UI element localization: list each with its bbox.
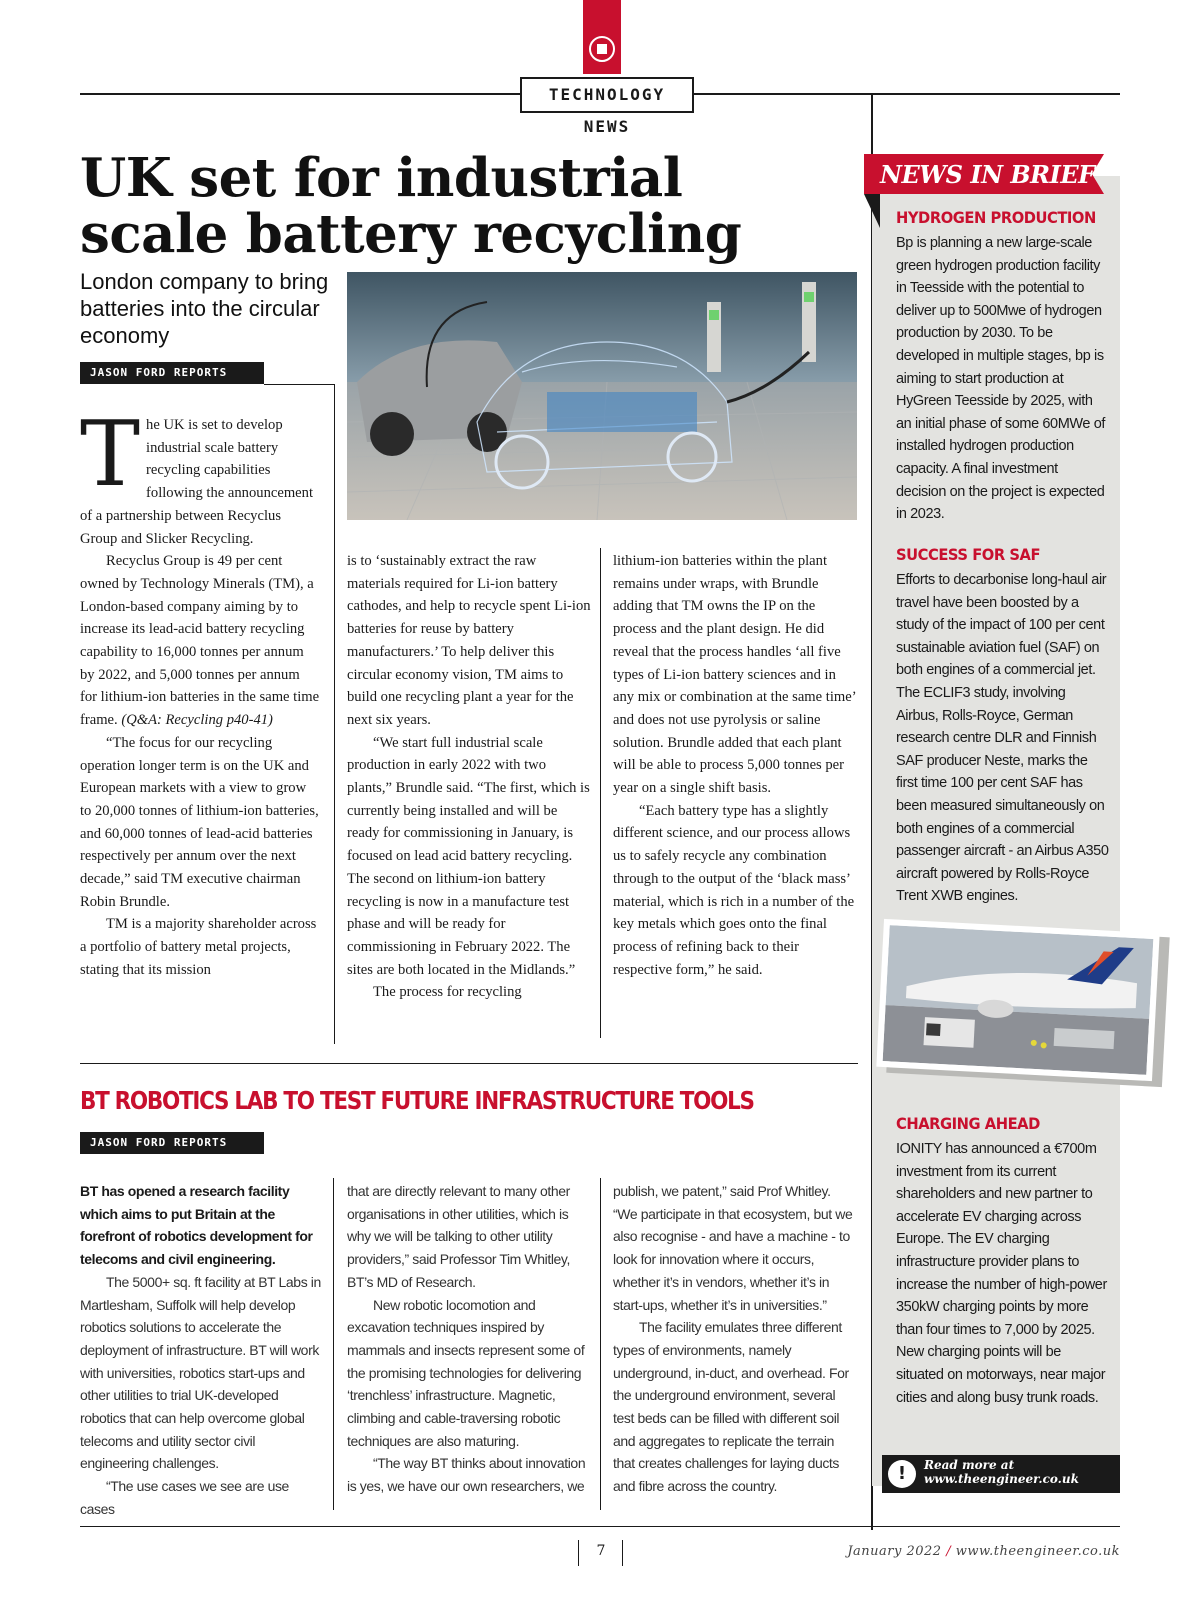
bt-headline: BT ROBOTICS LAB TO TEST FUTURE INFRASTRUCTURE TOOLS (80, 1086, 754, 1115)
column-rule (600, 1178, 601, 1510)
footer-meta (830, 1544, 1120, 1559)
bt-story-column-2 (347, 1180, 592, 1498)
footer-rule (80, 1526, 1120, 1527)
bt-story-column-1 (80, 1180, 322, 1521)
bt-lead: BT has opened a research facility which aims to put Britain at the forefront of robotics development for telecoms and civil engineering. (80, 1183, 313, 1268)
body-paragraph: The 5000+ sq. ft facility at BT Labs in Martlesham, Suffolk will help develop robotics solutions to accelerate the deployment of infrastructure. BT will work with universities, robotics start-ups and other utilities to trial UK-developed robotics that can help overcome global telecoms and utility sector civil engineering challenges. (80, 1273, 321, 1472)
footer-tick (578, 1540, 579, 1566)
drop-cap: T (80, 402, 141, 507)
standfirst: London company to bring batteries into the circular economy (80, 269, 329, 348)
footer-tick (622, 1540, 623, 1566)
body-paragraph: Recyclus Group is 49 per cent owned by Technology Minerals (TM), a London-based company aiming by to increase its lead-acid battery recycling capability to 16,000 tonnes per annum by 2022, and 5,000 tonnes per annum for lithium-ion batteries in the same time frame. (80, 553, 320, 729)
body-paragraph: New robotic locomotion and excavation techniques inspired by mammals and insects represent some of the promising technologies for delivering ‘trenchless’ infrastructure. Magnetic, climbing and cable-traversing robotic techniques are also maturing. (347, 1296, 585, 1449)
main-story-column-1 (80, 402, 320, 982)
column-rule (600, 548, 601, 1038)
body-paragraph: is to ‘sustainably extract the raw materials required for Li-ion battery cathodes, and help to recycle spent Li-ion batteries for reuse by battery manufacturers.’ To help deliver this circular economy vision, TM aims to build one recycling plant a year for the next six years. (347, 553, 591, 728)
footer-separator: / (946, 1544, 952, 1559)
bt-story-column-3 (613, 1180, 858, 1498)
byline-rule-vertical (334, 384, 335, 1044)
main-headline: UK set for industrial scale battery recycling (80, 147, 742, 265)
brief-heading: CHARGING AHEAD (896, 1114, 1040, 1133)
body-paragraph: “The focus for our recycling operation longer term is on the UK and European markets with a view to grow to 20,000 tonnes of lithium-ion batteries, and 60,000 tonnes of lead-acid batteries respectively per annum over the next decade,” said TM executive chairman Robin Brundle. (80, 734, 319, 910)
story-separator (80, 1063, 858, 1064)
body-paragraph: “We start full industrial scale production in early 2022 with two plants,” Brundle said. “The first, which is currently being installed and will be ready for commissioning in January, is focused on lead acid battery recycling. The second on lithium-ion battery recycling is now in a manufacture test phase and will be ready for commissioning in February 2022. The sites are both located in the Midlands.” (347, 734, 590, 978)
bt-byline: JASON FORD REPORTS (80, 1132, 264, 1154)
brief-body: Bp is planning a new large-scale green hydrogen production facility in Teesside with the potential to deliver up to 500Mwe of hydrogen production by 2030. To be developed in multiple stages, bp is aiming to start production at HyGreen Teesside by 2025, with an initial phase of some 60MWe of installed hydrogen production capacity. A final investment decision on the project is expected in 2023. (896, 235, 1105, 523)
brief-heading: SUCCESS FOR SAF (896, 545, 1041, 564)
info-icon: ! (888, 1460, 916, 1488)
column-rule (333, 1178, 334, 1510)
magazine-logo-icon (589, 36, 615, 62)
body-paragraph: lithium-ion batteries within the plant remains under wraps, with Brundle adding that TM owns the IP on the process and the plant design. He did reveal that the process handles ‘all five types of Li-ion battery sciences and in any mix or combination at the same time’ and does not use pyrolysis or saline solution. Brundle added that each plant will be able to process 5,000 tonnes per year on a single shift basis. (613, 553, 856, 797)
body-paragraph: The facility emulates three different types of environments, namely underground, in-duct, and overhead. For the underground environment, several test beds can be filled with different soil and aggregates to replicate the terrain that creates challenges for laying ducts and fibre across the country. (613, 1319, 849, 1495)
issue-date: January 2022 (847, 1544, 942, 1559)
body-paragraph: TM is a majority shareholder across a portfolio of battery metal projects, stating that its mission (80, 916, 317, 978)
read-more-label[interactable]: Read more at (924, 1458, 1015, 1472)
brief-body: Efforts to decarbonise long-haul air travel have been boosted by a study of the impact of 100 per cent sustainable aviation fuel (SAF) on both engines of a commercial jet. The ECLIF3 study, involving Airbus, Rolls-Royce, German research centre DLR and Finnish SAF producer Neste, marks the first time 100 per cent SAF has been measured simultaneously on both engines of a commercial passenger aircraft - an Airbus A350 aircraft powered by Rolls-Royce Trent XWB engines. (896, 572, 1109, 905)
body-paragraph: he UK is set to develop industrial scale battery recycling capabilities following the announcement of a partnership between Recyclus Group and Slicker Recycling. (80, 417, 314, 547)
section-label: TECHNOLOGY NEWS (520, 77, 694, 113)
news-in-brief-title: NEWS IN BRIEF (880, 160, 1095, 189)
cross-reference: (Q&A: Recycling p40-41) (121, 712, 273, 729)
body-paragraph: publish, we patent,” said Prof Whitley. “We participate in that ecosystem, but we also recognise - and have a machine - to look for innovation where it occurs, whether it’s in vendors, whether it’s in start-ups, whether it’s in universities.” (613, 1183, 853, 1313)
read-more-link[interactable]: www.theengineer.co.uk (924, 1472, 1079, 1486)
body-paragraph: “The use cases we see are use cases (80, 1478, 289, 1517)
body-paragraph: “Each battery type has a slightly different science, and our process allows us to safely recycle any combination through to the output of the ‘black mass’ material, which is rich in a number of the key metals which goes onto the final process of refining back to their respective form,” he said. (613, 802, 855, 978)
ev-battery-photo (347, 272, 857, 520)
body-paragraph: The process for recycling (373, 984, 522, 1001)
main-story-column-2 (347, 550, 592, 1004)
main-story-column-3 (613, 550, 858, 981)
brief-heading: HYDROGEN PRODUCTION (896, 208, 1096, 227)
byline-rule (264, 384, 334, 385)
site-url[interactable]: www.theengineer.co.uk (955, 1544, 1120, 1559)
page-number: 7 (596, 1543, 606, 1559)
airbus-refuel-photo (876, 919, 1159, 1081)
brief-body: IONITY has announced a €700m investment from its current shareholders and new partner to accelerate EV charging across Europe. The EV charging infrastructure provider plans to increase the number of high-power 350kW charging points by more than four times to 7,000 by 2025. New charging points will be situated on motorways, near major cities and along busy trunk roads. (896, 1141, 1107, 1406)
byline: JASON FORD REPORTS (80, 362, 264, 384)
body-paragraph: “The way BT thinks about innovation is yes, we have our own researchers, we (347, 1455, 586, 1495)
body-paragraph: that are directly relevant to many other organisations in other utilities, which is why we will be talking to other utility providers,” said Professor Tim Whitley, BT’s MD of Research. (347, 1183, 570, 1290)
